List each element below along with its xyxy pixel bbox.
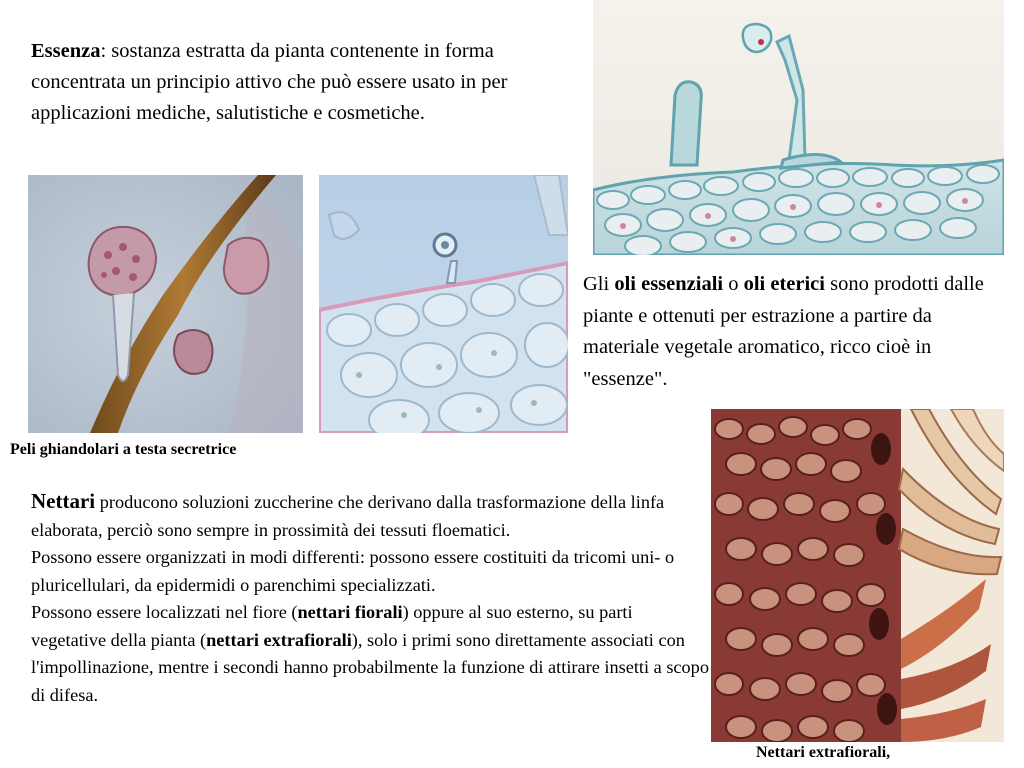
oli-term-essenziali: oli essenziali [614,273,724,295]
nettari-text-3a: Possono essere localizzati nel fiore ( [31,602,298,622]
essenza-definition [31,36,551,129]
extrafloral-nectary-micrograph [711,409,1004,742]
oli-text-3: sono prodotti dalle piante e ottenuti per estrazione a partire da materiale vegetale aromatico, ricco cioè in "essenze". [583,273,984,390]
oli-term-eterici: oli eterici [743,273,825,295]
glandular-hair-micrograph-left [28,175,303,433]
glandular-hair-micrograph-middle [319,175,568,433]
nectaries-paragraph [31,488,711,709]
nettari-term-extrafiorali: nettari extrafiorali [206,629,352,650]
nettari-text-2: Possono essere organizzati in modi differenti: possono essere costituiti da tricomi uni- o pluricellulari, da epidermidi o parenchimi specializzati. [31,547,675,595]
nettari-term: Nettari [31,489,96,513]
essenza-text: : sostanza estratta da pianta contenente in forma concentrata un principio attivo che può essere usato in per applicazioni mediche, salutistiche e cosmetiche. [31,40,508,124]
caption-extrafloral-nectaries: Nettari extrafiorali, [756,744,891,761]
nettari-text-1: producono soluzioni zuccherine che derivano dalla trasformazione della linfa elaborata, perciò sono sempre in prossimità dei tessuti floematici. [31,492,665,540]
nettari-text-3c: ), solo i primi sono direttamente associati con l'impollinazione, mentre i secondi hanno probabilmente la funzione di attirare insetti a scopo di difesa. [31,629,709,705]
trichome-micrograph-top [593,0,1004,255]
essenza-term: Essenza [31,40,101,62]
oli-text-2: o [723,273,744,295]
oli-text-1: Gli [583,273,615,295]
caption-glandular-hairs: Peli ghiandolari a testa secretrice [10,441,237,458]
essential-oils-paragraph [583,269,1013,395]
nettari-text-3b: ) oppure al suo esterno, su parti vegetative della pianta ( [31,602,633,650]
nettari-term-fiorali: nettari fiorali [297,602,403,622]
